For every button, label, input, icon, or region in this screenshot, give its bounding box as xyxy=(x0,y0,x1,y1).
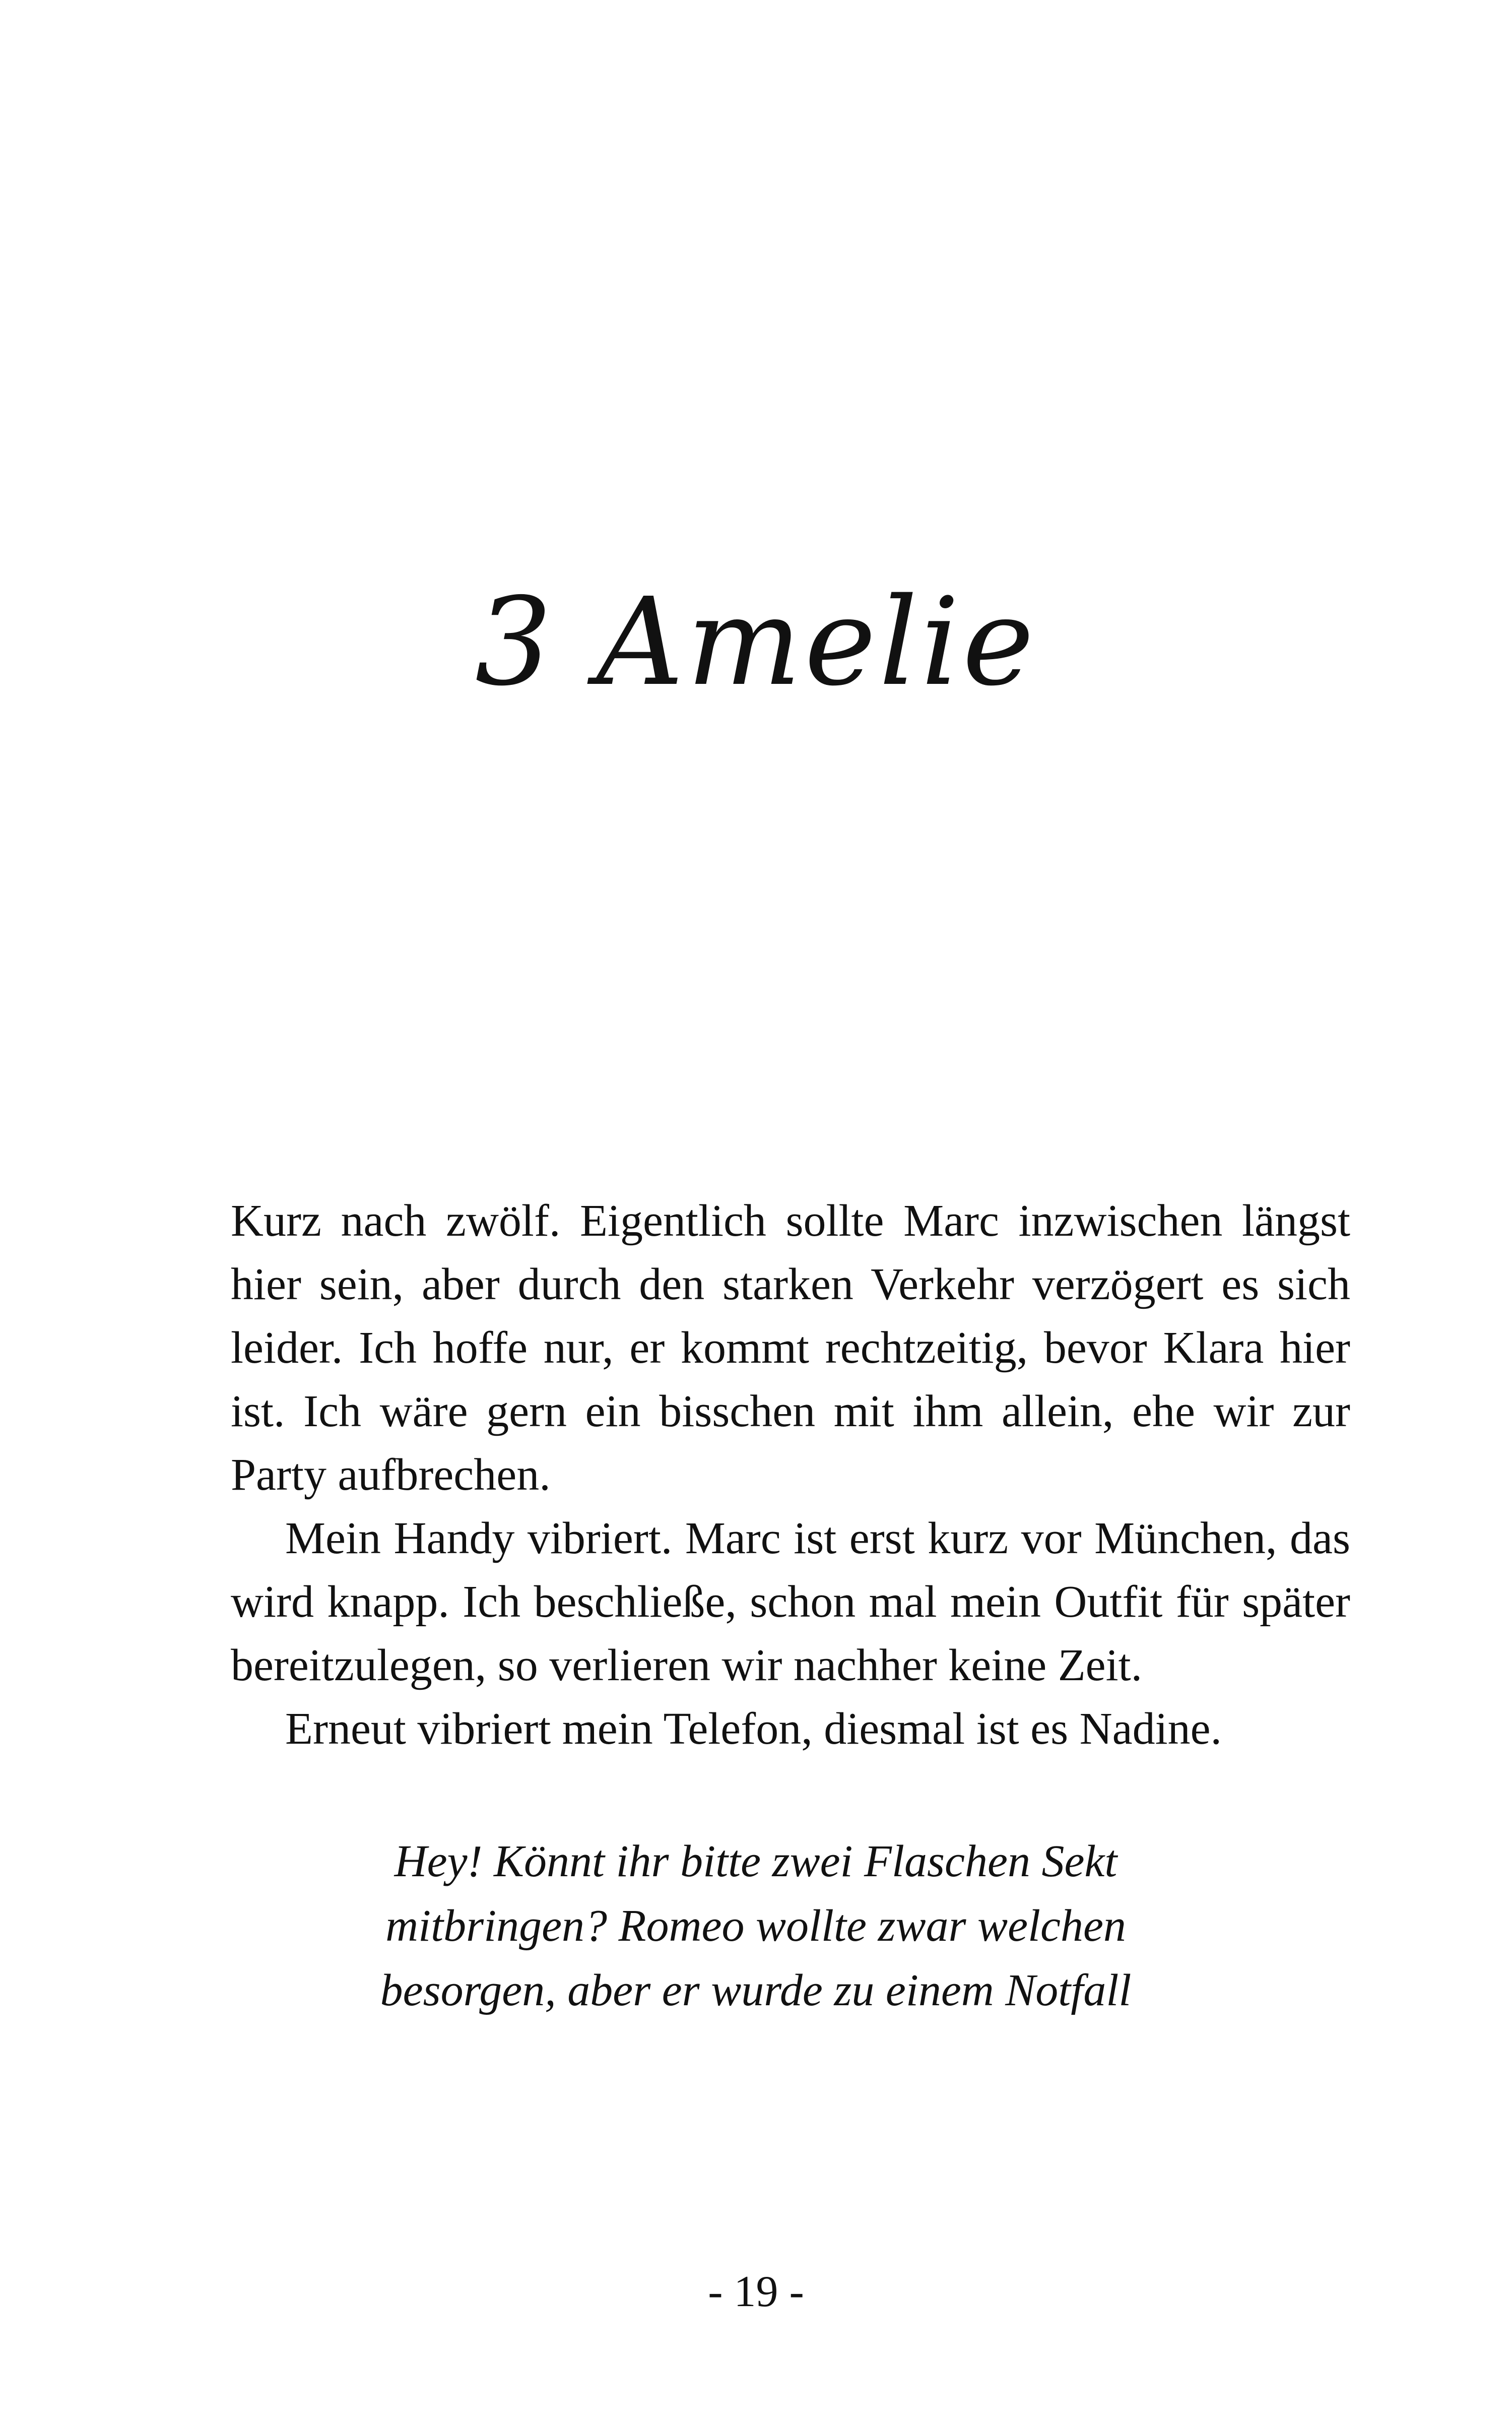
message-line: besorgen, aber er wurde zu einem Notfall xyxy=(380,1965,1132,2015)
chapter-title: 3 Amelie xyxy=(475,571,1037,713)
page-number: - 19 - xyxy=(708,2267,804,2316)
body-text xyxy=(231,1189,1350,1761)
paragraph: Erneut vibriert mein Telefon, diesmal ist es Nadine. xyxy=(285,1704,1222,1754)
text-message xyxy=(282,1829,1229,2023)
message-line: Hey! Könnt ihr bitte zwei Flaschen Sekt xyxy=(394,1836,1117,1886)
message-line: mitbringen? Romeo wollte zwar welchen xyxy=(385,1901,1126,1951)
paragraph: Kurz nach zwölf. Eigentlich sollte Marc inzwischen längst hier sein, aber durch den starken Verkehr verzögert es sich leider. Ich hoffe nur, er kommt rechtzeitig, bevor Klara hier ist. Ich wäre gern ein bisschen mit ihm allein, ehe wir zur Party aufbrechen. xyxy=(231,1196,1350,1500)
paragraph: Mein Handy vibriert. Marc ist erst kurz vor München, das wird knapp. Ich beschließe, schon mal mein Outfit für später bereitzulegen, so verlieren wir nachher keine Zeit. xyxy=(231,1513,1350,1690)
